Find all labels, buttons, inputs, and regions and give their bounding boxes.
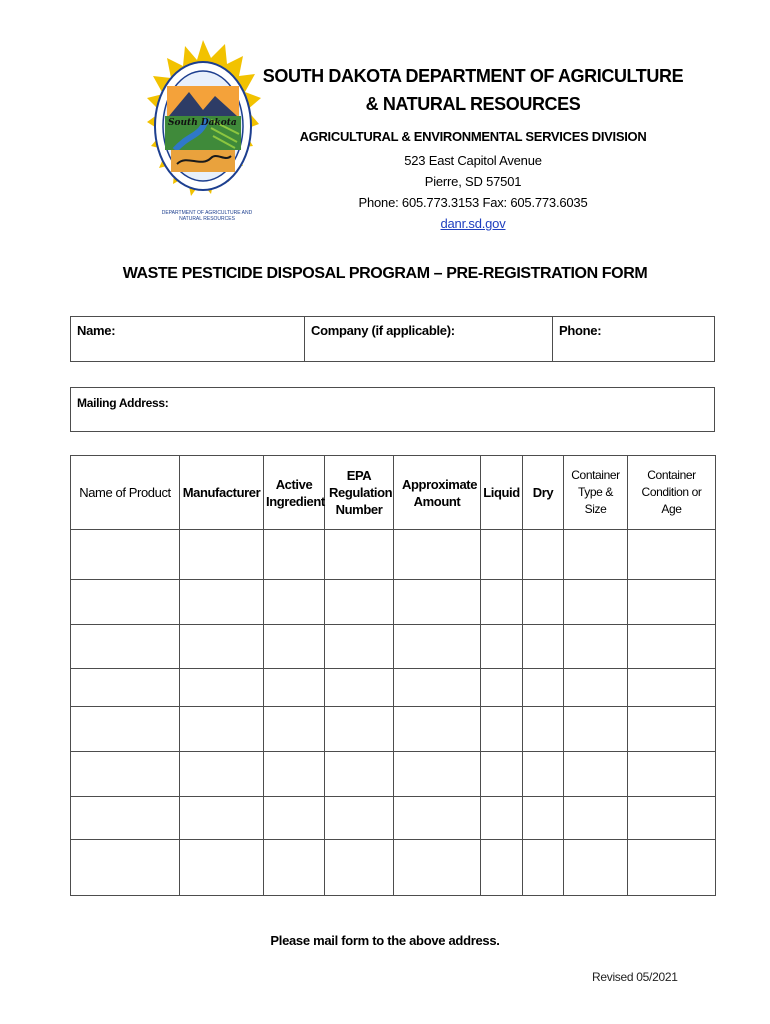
- table-cell[interactable]: [180, 625, 264, 669]
- table-cell[interactable]: [71, 530, 180, 580]
- table-cell[interactable]: [264, 707, 325, 752]
- table-cell[interactable]: [180, 840, 264, 896]
- table-cell[interactable]: [481, 797, 523, 840]
- table-cell[interactable]: [481, 580, 523, 625]
- table-cell[interactable]: [523, 797, 564, 840]
- table-cell[interactable]: [71, 669, 180, 707]
- mailing-address-label: Mailing Address:: [77, 396, 169, 410]
- table-cell[interactable]: [394, 797, 481, 840]
- department-seal-logo: [145, 38, 261, 228]
- mailing-address-field[interactable]: [70, 387, 715, 432]
- table-cell[interactable]: [180, 580, 264, 625]
- table-cell[interactable]: [71, 752, 180, 797]
- table-cell[interactable]: [264, 752, 325, 797]
- table-cell[interactable]: [264, 530, 325, 580]
- name-field[interactable]: [71, 317, 305, 361]
- col-approximate-amount: Approximate Amount: [394, 456, 481, 530]
- table-cell[interactable]: [628, 530, 716, 580]
- form-title: WASTE PESTICIDE DISPOSAL PROGRAM – PRE-REGISTRATION FORM: [122, 265, 648, 282]
- table-cell[interactable]: [564, 840, 628, 896]
- table-cell[interactable]: [325, 797, 394, 840]
- phone-label: Phone:: [559, 323, 602, 338]
- table-cell[interactable]: [180, 669, 264, 707]
- table-cell[interactable]: [264, 669, 325, 707]
- col-container-type-size: Container Type & Size: [564, 456, 628, 530]
- table-cell[interactable]: [628, 752, 716, 797]
- table-cell[interactable]: [628, 669, 716, 707]
- name-label: Name:: [77, 323, 116, 338]
- table-cell[interactable]: [394, 580, 481, 625]
- table-cell[interactable]: [264, 797, 325, 840]
- table-row: [71, 530, 716, 580]
- table-cell[interactable]: [180, 530, 264, 580]
- table-cell[interactable]: [394, 752, 481, 797]
- table-cell[interactable]: [564, 625, 628, 669]
- table-cell[interactable]: [564, 530, 628, 580]
- table-cell[interactable]: [523, 707, 564, 752]
- table-cell[interactable]: [394, 625, 481, 669]
- mail-instruction: Please mail form to the above address.: [270, 933, 500, 948]
- table-cell[interactable]: [264, 580, 325, 625]
- table-row: [71, 707, 716, 752]
- table-cell[interactable]: [71, 625, 180, 669]
- street-address: 523 East Capitol Avenue: [404, 153, 542, 168]
- website-link[interactable]: danr.sd.gov: [440, 216, 506, 231]
- table-header-row: [71, 456, 716, 530]
- table-cell[interactable]: [325, 530, 394, 580]
- company-label: Company (if applicable):: [311, 323, 455, 338]
- city-state-zip: Pierre, SD 57501: [424, 174, 522, 189]
- table-cell[interactable]: [264, 625, 325, 669]
- division-name: AGRICULTURAL & ENVIRONMENTAL SERVICES DIVISION: [299, 129, 647, 144]
- table-cell[interactable]: [564, 707, 628, 752]
- table-cell[interactable]: [325, 707, 394, 752]
- table-cell[interactable]: [628, 707, 716, 752]
- table-cell[interactable]: [481, 840, 523, 896]
- table-row: [71, 580, 716, 625]
- table-cell[interactable]: [180, 752, 264, 797]
- table-cell[interactable]: [564, 752, 628, 797]
- revision-date: Revised 05/2021: [592, 970, 678, 984]
- table-cell[interactable]: [180, 707, 264, 752]
- table-cell[interactable]: [481, 530, 523, 580]
- table-cell[interactable]: [394, 669, 481, 707]
- phone-field[interactable]: [552, 317, 715, 361]
- table-row: [71, 625, 716, 669]
- table-cell[interactable]: [523, 625, 564, 669]
- table-cell[interactable]: [628, 625, 716, 669]
- table-cell[interactable]: [564, 669, 628, 707]
- table-cell[interactable]: [628, 580, 716, 625]
- table-cell[interactable]: [325, 752, 394, 797]
- table-cell[interactable]: [71, 707, 180, 752]
- table-cell[interactable]: [325, 840, 394, 896]
- table-cell[interactable]: [523, 840, 564, 896]
- table-cell[interactable]: [394, 707, 481, 752]
- table-cell[interactable]: [394, 530, 481, 580]
- table-row: [71, 669, 716, 707]
- col-dry: Dry: [523, 456, 564, 530]
- agency-name-line2: & NATURAL RESOURCES: [365, 94, 581, 114]
- table-cell[interactable]: [564, 797, 628, 840]
- table-cell[interactable]: [628, 840, 716, 896]
- table-cell[interactable]: [481, 752, 523, 797]
- col-container-condition: Container Condition or Age: [628, 456, 716, 530]
- col-active-ingredient: Active Ingredient: [264, 456, 325, 530]
- table-cell[interactable]: [71, 797, 180, 840]
- table-row: [71, 840, 716, 896]
- table-cell[interactable]: [628, 797, 716, 840]
- table-cell[interactable]: [71, 580, 180, 625]
- col-liquid: Liquid: [481, 456, 523, 530]
- table-cell[interactable]: [481, 669, 523, 707]
- table-row: [71, 797, 716, 840]
- table-cell[interactable]: [523, 669, 564, 707]
- table-cell[interactable]: [481, 625, 523, 669]
- phone-fax: Phone: 605.773.3153 Fax: 605.773.6035: [358, 195, 588, 210]
- col-name-of-product: Name of Product: [71, 456, 180, 530]
- table-cell[interactable]: [180, 797, 264, 840]
- seal-ring-text: DEPARTMENT OF AGRICULTURE AND NATURAL RESOURCES: [161, 210, 253, 222]
- table-row: [71, 752, 716, 797]
- seal-script-text: South Dakota: [168, 118, 237, 128]
- col-manufacturer: Manufacturer: [180, 456, 264, 530]
- col-epa-regulation-number: EPA Regulation Number: [325, 456, 394, 530]
- table-cell[interactable]: [481, 707, 523, 752]
- table-cell[interactable]: [523, 752, 564, 797]
- table-cell[interactable]: [394, 840, 481, 896]
- table-cell[interactable]: [325, 580, 394, 625]
- table-cell[interactable]: [264, 840, 325, 896]
- product-table: [70, 455, 716, 896]
- table-cell[interactable]: [325, 625, 394, 669]
- table-cell[interactable]: [523, 530, 564, 580]
- table-cell[interactable]: [71, 840, 180, 896]
- table-cell[interactable]: [325, 669, 394, 707]
- company-field[interactable]: [304, 317, 553, 361]
- table-cell[interactable]: [564, 580, 628, 625]
- table-cell[interactable]: [523, 580, 564, 625]
- contact-fields-row: [70, 316, 715, 362]
- agency-name-line1: SOUTH DAKOTA DEPARTMENT OF AGRICULTURE: [262, 66, 684, 86]
